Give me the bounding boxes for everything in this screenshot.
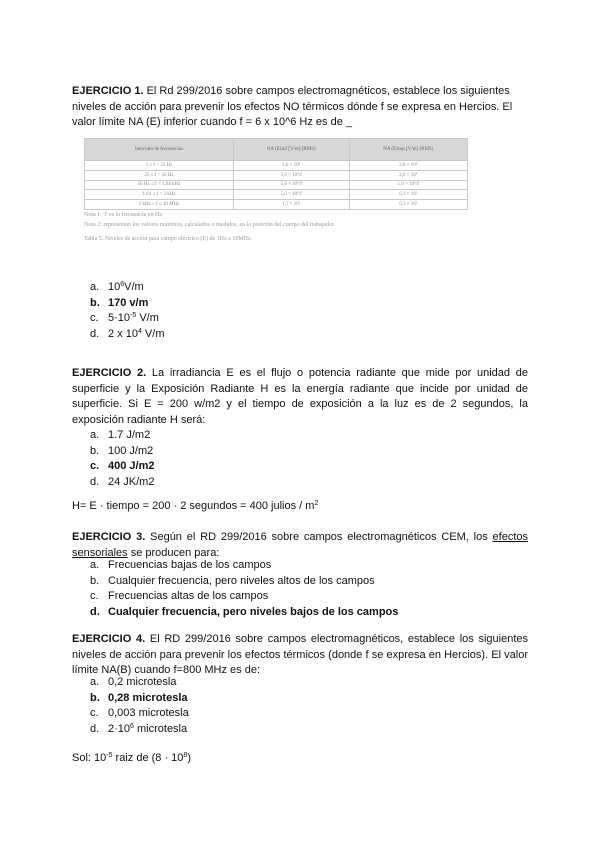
option-label: 100 J/m2 [108,444,154,457]
option-c [90,706,510,722]
option-marker: b. [90,691,100,704]
exercise-3-underlined-term: efectos sensoriales [72,531,528,559]
option-label: 400 J/m2 [108,460,155,473]
option-c [90,459,510,475]
exercise-3-text: Según el RD 299/2016 sobre campos electromagnéticos CEM, los [145,531,493,543]
exercise-2-statement [72,366,528,428]
table-caption: Tabla 5. Niveles de acción para campo eléctrico (E) de 1Hz a 10MHz. [84,235,253,242]
table-cell: 5,0 × 10⁵/f [234,190,350,200]
table-header-cell: Intervalo de frecuencias [85,139,234,161]
option-marker: b. [90,296,100,309]
option-label: 24 JK/m2 [108,475,155,488]
exercise-2-text: La irradiancia E es el flujo o potencia radiante que mide por unidad de superficie y la Exposición Radiante H es la energía radiante que incide por unidad de superficie. Si E = 200 w/m2 y el tiempo de exposición a la luz es de 2 segundos, la exposición radiante H será: [72,367,528,426]
exercise-1-heading: EJERCICIO 1. [72,85,144,97]
option-a [90,280,510,296]
table-row [85,170,468,180]
solution-exponent: 8 [183,752,188,759]
option-exponent: 4 [137,327,142,335]
table-row [85,161,468,171]
option-label: 5·10 [108,312,131,325]
option-label: 1.7 J/m2 [108,429,151,441]
option-label: Cualquier frecuencia, pero niveles altos de los campos [108,574,375,587]
table-cell: 2,0 × 10⁴ [234,161,350,171]
option-label: 2 x 10 [108,327,138,340]
solution-text-end: ) [187,752,191,764]
solution-text-middle: raiz de (8 · 10 [112,752,184,764]
option-b [90,574,520,590]
table-cell: 1,7 × 10² [234,200,350,210]
exercise-4-text: El RD 299/2016 sobre campos electromagnéticos, establece los siguientes niveles de acción para prevenir los efectos térmicos (donde f se expresa en Hercios). El valor límite NA(B) cuando f=800 MHz es de: [72,633,529,677]
option-marker: c. [90,312,99,325]
option-unit: V/m [124,281,144,293]
table-cell: 5,0 × 10⁵/f [234,170,350,180]
table-cell: 6,1 × 10² [349,190,467,200]
table-row [85,180,468,190]
solution-text: H= E · tiempo = 200 · 2 segundos = 400 julios / m [72,500,315,512]
option-d [90,722,510,738]
option-marker: a. [90,429,100,441]
table-cell: 50 Hz ≤ f < 1,64 kHz [85,180,234,190]
action-levels-table-figure [84,138,468,244]
option-b [90,444,510,460]
solution-text: Sol: 10 [72,752,107,764]
option-label: 0,2 microtesla [108,676,177,688]
table-row [85,200,468,210]
action-levels-table [84,138,468,210]
option-marker: c. [90,460,100,473]
option-label: Frecuencias altas de los campos [108,590,269,603]
table-cell: 2,0 × 10⁴ [349,170,467,180]
option-marker: a. [90,281,100,293]
table-cell: 6,1 × 10² [349,200,467,210]
option-marker: d. [90,327,100,340]
option-marker: d. [90,605,100,618]
table-cell: 1 ≤ f < 25 Hz [85,161,234,171]
exercise-3-heading: EJERCICIO 3. [72,531,146,543]
option-marker: a. [90,676,100,688]
exercise-2-solution [72,499,318,515]
table-note-1: Nota 1: 'f' es la frecuencia en Hz. [84,211,164,218]
option-label: 10 [108,281,121,293]
option-unit: V/m [141,327,165,340]
option-label: Cualquier frecuencia, pero niveles bajos de los campos [108,605,399,618]
option-marker: b. [90,574,100,587]
option-marker: d. [90,475,100,488]
option-marker: b. [90,444,100,457]
exercise-4-solution [72,751,191,767]
table-cell: 2,0 × 10⁴ [349,161,467,171]
table-cell: 5,0 × 10⁵/f [234,180,350,190]
option-a [90,558,520,574]
table-row [85,190,468,200]
exercise-4-heading: EJERCICIO 4. [72,633,146,645]
exercise-4-statement [72,632,528,679]
option-exponent: 6 [120,281,125,288]
option-label: 0,003 microtesla [108,707,189,720]
table-header-cell: NA (E)sup [V/m] (RMS) [349,139,467,161]
table-note-2: Nota 2: representan los valores máximos, calculados o medidos, en la posición del cuerpo del trabajador. [84,221,336,228]
solution-exponent: -5 [106,752,113,759]
exercise-1-text: El Rd 299/2016 sobre campos electromagnéticos, establece los siguientes niveles de acción para prevenir los efectos NO térmicos dónde f se expresa en Hercios. El valor límite NA (E) inferior cuando f = 6 x 10^6 Hz es de _ [72,85,513,129]
option-marker: c. [90,590,99,603]
table-cell: 3 kHz ≤ f ≤ 10 MHz [85,200,234,210]
option-b [90,691,510,707]
option-c [90,311,510,327]
option-unit: microtesla [133,722,188,735]
option-b [90,296,510,312]
table-cell: 25 ≤ f < 50 Hz [85,170,234,180]
exercise-3-statement [72,530,528,561]
exercise-4-options [90,675,510,737]
option-unit: V/m [136,312,159,325]
table-header-cell: NA (E)inf [V/m] (RMS) [234,139,350,161]
exercise-3-text-end: se producen para: [127,546,220,559]
table-cell: 1,0 × 10⁶/f [349,180,467,190]
option-label: 170 v/m [108,296,149,309]
option-exponent: 6 [130,722,134,730]
table-header-row [85,139,468,161]
option-marker: c. [90,707,99,720]
option-d [90,475,510,491]
option-marker: d. [90,722,100,735]
option-a [90,428,510,444]
table-cell: 1,64 ≤ f < 3 kHz [85,190,234,200]
solution-exponent: 2 [314,500,319,507]
option-d [90,327,510,343]
option-marker: a. [90,559,100,571]
option-label: 2·10 [108,722,131,735]
exercise-1-options [90,280,510,342]
exercise-2-options [90,428,510,490]
option-label: Frecuencias bajas de los campos [108,559,272,571]
exercise-2-heading: EJERCICIO 2. [72,367,147,379]
option-label: 0,28 microtesla [108,691,188,704]
exercise-1-statement [72,84,528,131]
option-exponent: -5 [130,312,137,320]
exercise-3-options [90,558,520,620]
option-c [90,589,520,605]
option-d [90,605,520,621]
option-a [90,675,510,691]
